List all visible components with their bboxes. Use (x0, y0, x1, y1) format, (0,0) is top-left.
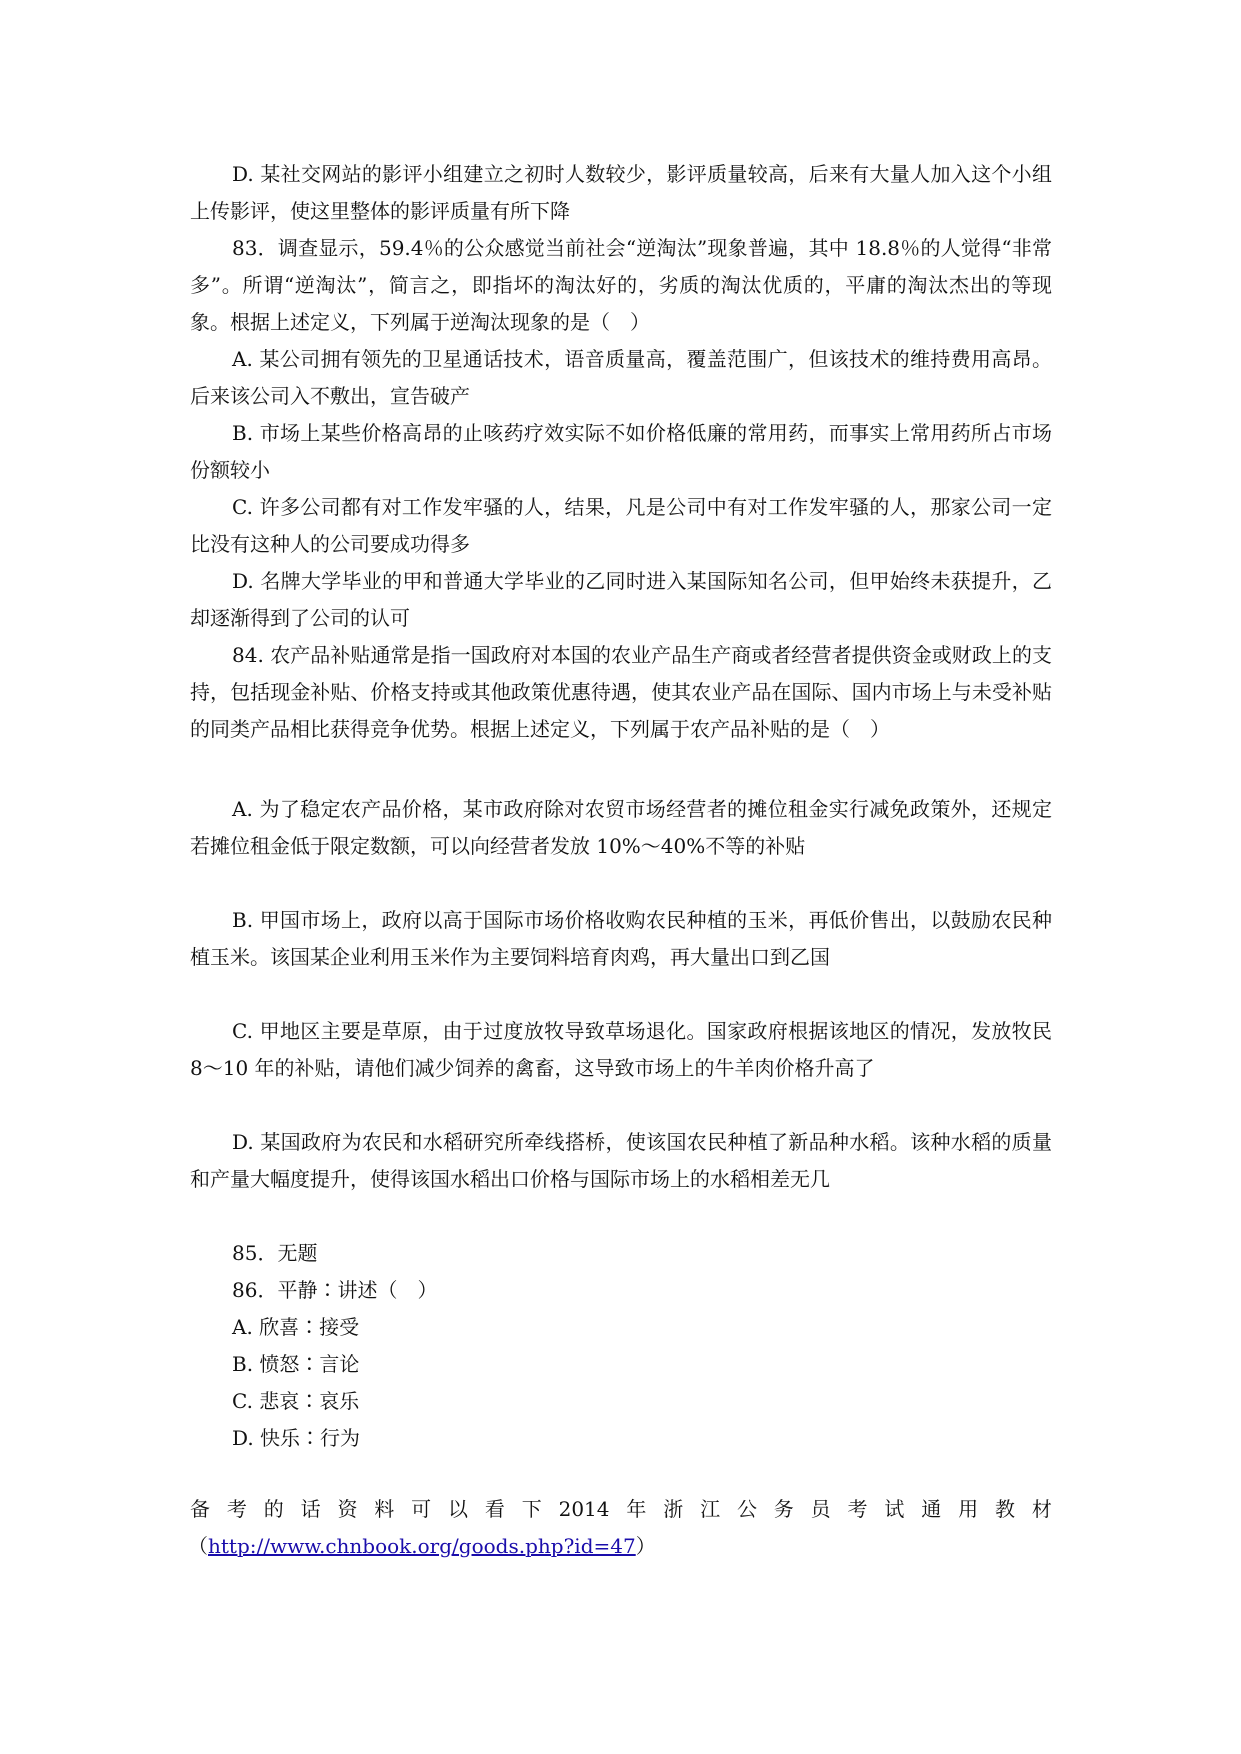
footer-word: 教 (994, 1497, 1015, 1521)
footer-word: 资 (337, 1497, 358, 1521)
footer-word: 考 (226, 1497, 247, 1521)
option-c-q84: C. 甲地区主要是草原，由于过度放牧导致草场退化。国家政府根据该地区的情况，发放牧民 8～10 年的补贴，请他们减少饲养的禽畜，这导致市场上的牛羊肉价格升高了 (190, 1019, 1052, 1080)
question-84: 84. 农产品补贴通常是指一国政府对本国的农业产品生产商或者经营者提供资金或财政上的支持，包括现金补贴、价格支持或其他政策优惠待遇，使其农业产品在国际、国内市场上与未受补贴的同类产品相比获得竞争优势。根据上述定义，下列属于农产品补贴的是（ ） (190, 643, 1052, 741)
footer-word: 年 (626, 1497, 647, 1521)
footer-word: 以 (448, 1497, 469, 1521)
footer-reference (190, 1491, 1052, 1565)
question-86: 86．平静∶讲述（ ） (232, 1278, 438, 1302)
footer-link-line (188, 1528, 1052, 1565)
open-paren: （ (188, 1534, 208, 1558)
option-d-q83: D. 名牌大学毕业的甲和普通大学毕业的乙同时进入某国际知名公司，但甲始终未获提升，乙却逐渐得到了公司的认可 (190, 569, 1052, 630)
footer-word: 料 (374, 1497, 395, 1521)
footer-word: 考 (847, 1497, 868, 1521)
book-link[interactable]: http://www.chnbook.org/goods.php?id=47 (208, 1534, 636, 1558)
footer-word: 江 (700, 1497, 721, 1521)
option-c-q83: C. 许多公司都有对工作发牢骚的人，结果，凡是公司中有对工作发牢骚的人，那家公司一定比没有这种人的公司要成功得多 (190, 495, 1052, 556)
question-83: 83．调查显示，59.4％的公众感觉当前社会“逆淘汰”现象普遍，其中 18.8％的人觉得“非常多”。所谓“逆淘汰”，简言之，即指坏的淘汰好的，劣质的淘汰优质的，平庸的淘汰杰出的等现象。根据上述定义，下列属于逆淘汰现象的是（ ） (190, 236, 1052, 334)
footer-word: 看 (484, 1497, 505, 1521)
option-c-q86: C. 悲哀∶哀乐 (232, 1389, 360, 1413)
footer-word: 试 (884, 1497, 905, 1521)
option-b-q83: B. 市场上某些价格高昂的止咳药疗效实际不如价格低廉的常用药，而事实上常用药所占市场份额较小 (190, 421, 1052, 482)
footer-word: 员 (810, 1497, 831, 1521)
option-b-q84: B. 甲国市场上，政府以高于国际市场价格收购农民种植的玉米，再低价售出，以鼓励农民种植玉米。该国某企业利用玉米作为主要饲料培育肉鸡，再大量出口到乙国 (190, 908, 1052, 969)
option-a-q83: A. 某公司拥有领先的卫星通话技术，语音质量高，覆盖范围广，但该技术的维持费用高昂。后来该公司入不敷出，宣告破产 (190, 347, 1052, 408)
footer-word: 务 (773, 1497, 794, 1521)
option-d-q86: D. 快乐∶行为 (232, 1426, 361, 1450)
footer-word: 材 (1031, 1497, 1052, 1521)
footer-word: 备 (190, 1497, 210, 1521)
option-a-q84: A. 为了稳定农产品价格，某市政府除对农贸市场经营者的摊位租金实行减免政策外，还规定若摊位租金低于限定数额，可以向经营者发放 10%～40%不等的补贴 (190, 797, 1052, 858)
footer-word: 浙 (663, 1497, 684, 1521)
footer-word: 通 (921, 1497, 942, 1521)
footer-word: 公 (736, 1497, 757, 1521)
option-a-q86: A. 欣喜∶接受 (232, 1315, 360, 1339)
footer-word: 用 (958, 1497, 979, 1521)
option-d-q84: D. 某国政府为农民和水稻研究所牵线搭桥，使该国农民种植了新品种水稻。该种水稻的质量和产量大幅度提升，使得该国水稻出口价格与国际市场上的水稻相差无几 (190, 1130, 1052, 1191)
footer-word: 的 (263, 1497, 284, 1521)
footer-word: 可 (411, 1497, 432, 1521)
footer-word: 下 (521, 1497, 542, 1521)
close-paren: ） (635, 1534, 656, 1558)
footer-word: 话 (300, 1497, 321, 1521)
option-b-q86: B. 愤怒∶言论 (232, 1352, 360, 1376)
footer-text-line (190, 1491, 1052, 1528)
option-d-q82: D. 某社交网站的影评小组建立之初时人数较少，影评质量较高，后来有大量人加入这个小组上传影评，使这里整体的影评质量有所下降 (190, 162, 1052, 223)
footer-word: 2014 (558, 1497, 610, 1521)
question-85: 85．无题 (232, 1241, 318, 1265)
